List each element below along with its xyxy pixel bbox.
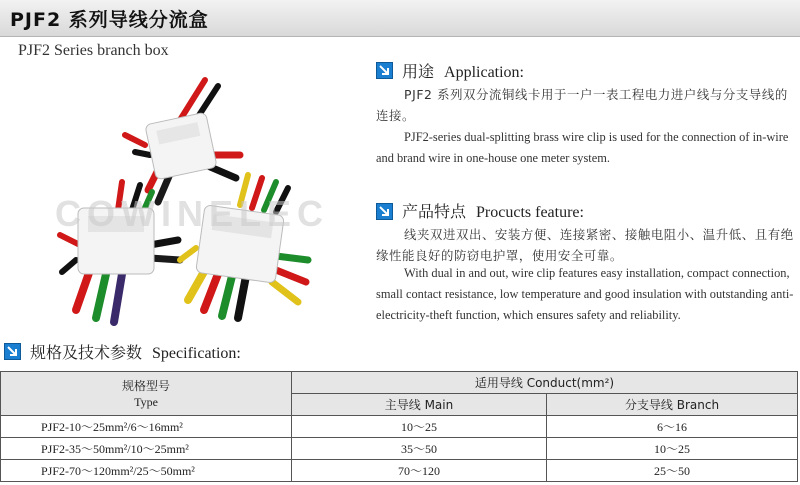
- table-header-row: [1, 372, 798, 394]
- table-row: [1, 438, 798, 460]
- subtitle: PJF2 Series branch box: [18, 42, 169, 59]
- col-model-cn: 规格型号: [121, 378, 170, 393]
- row-main: 35～50: [292, 438, 547, 460]
- row-branch: 25～50: [547, 460, 798, 482]
- application-text-cn: PJF2 系列双分流铜线卡用于一户一表工程电力进户线与分支导线的连接。: [376, 87, 788, 123]
- application-label-en: Application:: [444, 64, 524, 81]
- specification-table: [0, 371, 798, 482]
- col-main-header: 主导线 Main: [292, 394, 547, 416]
- row-model: PJF2-70～120mm²/25～50mm²: [1, 460, 292, 482]
- specification-heading: [30, 340, 241, 363]
- header-bar: [0, 0, 800, 37]
- col-conduct-header: 适用导线 Conduct(mm²): [292, 372, 798, 394]
- col-branch-header: 分支导线 Branch: [547, 394, 798, 416]
- features-text-cn: 线夹双进双出、安装方便、连接紧密、接触电阻小、温升低、且有绝缘性能良好的防窃电护罩，使用安全可靠。: [376, 227, 794, 263]
- specification-label-cn: 规格及技术参数: [30, 343, 143, 362]
- row-branch: 10～25: [547, 438, 798, 460]
- table-row: [1, 416, 798, 438]
- features-label-en: Procucts feature:: [476, 204, 584, 221]
- specification-label-en: Specification:: [152, 345, 241, 362]
- row-main: 70～120: [292, 460, 547, 482]
- features-heading: [402, 199, 584, 222]
- section-arrow-icon: [376, 203, 393, 220]
- features-text-en: With dual in and out, wire clip features easy installation, compact connection, small contact resistance, low temperature and good insulation with outstanding anti-electricity-theft function, which ensures safety and reliability.: [376, 266, 794, 322]
- col-model-header: [1, 372, 292, 416]
- section-arrow-icon: [376, 62, 393, 79]
- application-label-cn: 用途: [402, 62, 435, 81]
- page-title: PJF2 系列导线分流盒: [10, 9, 209, 31]
- row-model: PJF2-10～25mm²/6～16mm²: [1, 416, 292, 438]
- section-arrow-icon: [4, 343, 21, 360]
- watermark: COWINELEC: [55, 193, 329, 234]
- table-row: [1, 460, 798, 482]
- application-text-en: PJF2-series dual-splitting brass wire clip is used for the connection of in-wire and brand wire in one-house one meter system.: [376, 130, 789, 165]
- features-label-cn: 产品特点: [402, 202, 467, 221]
- col-model-en: Type: [134, 394, 158, 409]
- row-branch: 6～16: [547, 416, 798, 438]
- row-model: PJF2-35～50mm²/10～25mm²: [1, 438, 292, 460]
- application-heading: [402, 59, 524, 82]
- row-main: 10～25: [292, 416, 547, 438]
